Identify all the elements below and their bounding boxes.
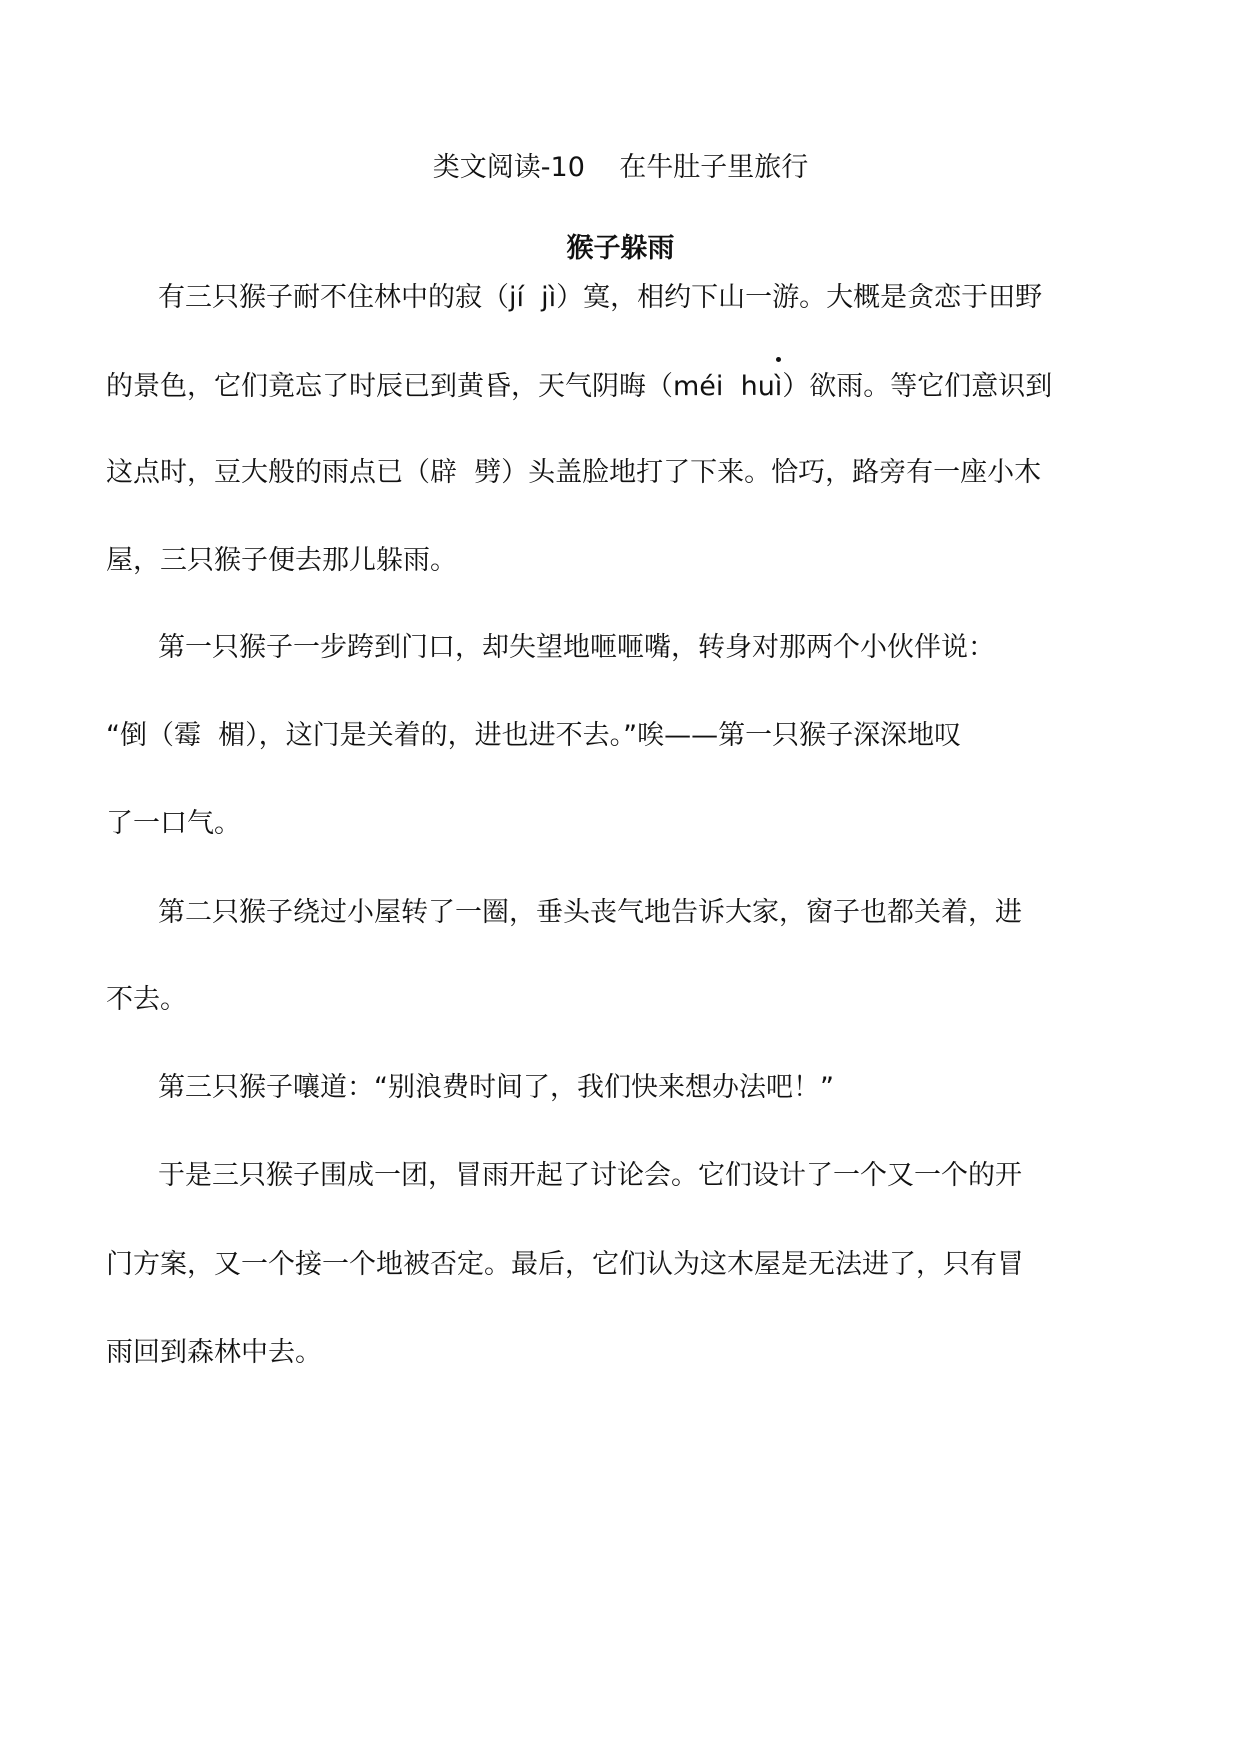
emphasis-dot — [776, 357, 781, 362]
story-title: 猴子躲雨 — [566, 233, 675, 264]
paragraph-line: 于是三只猴子围成一团，冒雨开起了讨论会。它们设计了一个又一个的开 — [158, 1160, 1022, 1191]
paragraph-line: 有三只猴子耐不住林中的寂（jí jì）寞，相约下山一游。大概是贪恋于田野 — [158, 282, 1043, 313]
paragraph-line: 第一只猴子一步跨到门口，却失望地咂咂嘴，转身对那两个小伙伴说： — [158, 632, 995, 663]
paragraph-line: 不去。 — [106, 984, 187, 1015]
paragraph-line: 第三只猴子嚷道：“别浪费时间了，我们快来想办法吧！” — [158, 1072, 834, 1103]
paragraph-line: 的景色，它们竟忘了时辰已到黄昏，天气阴晦（méi huì）欲雨。等它们意识到 — [106, 371, 1053, 402]
paragraph-line: 第二只猴子绕过小屋转了一圈，垂头丧气地告诉大家，窗子也都关着，进 — [158, 897, 1022, 928]
paragraph-line: 门方案，又一个接一个地被否定。最后，它们认为这木屋是无法进了，只有冒 — [106, 1249, 1024, 1280]
paragraph-line: 屋，三只猴子便去那儿躲雨。 — [106, 545, 457, 576]
paragraph-line: 雨回到森林中去。 — [106, 1337, 322, 1368]
paragraph-line: “倒（霉 楣），这门是关着的，进也进不去。”唉——第一只猴子深深地叹 — [106, 720, 962, 751]
document-title: 类文阅读-10 在牛肚子里旅行 — [432, 152, 809, 183]
paragraph-line: 这点时，豆大般的雨点已（辟 劈）头盖脸地打了下来。恰巧，路旁有一座小木 — [106, 457, 1042, 488]
paragraph-line: 了一口气。 — [106, 808, 241, 839]
